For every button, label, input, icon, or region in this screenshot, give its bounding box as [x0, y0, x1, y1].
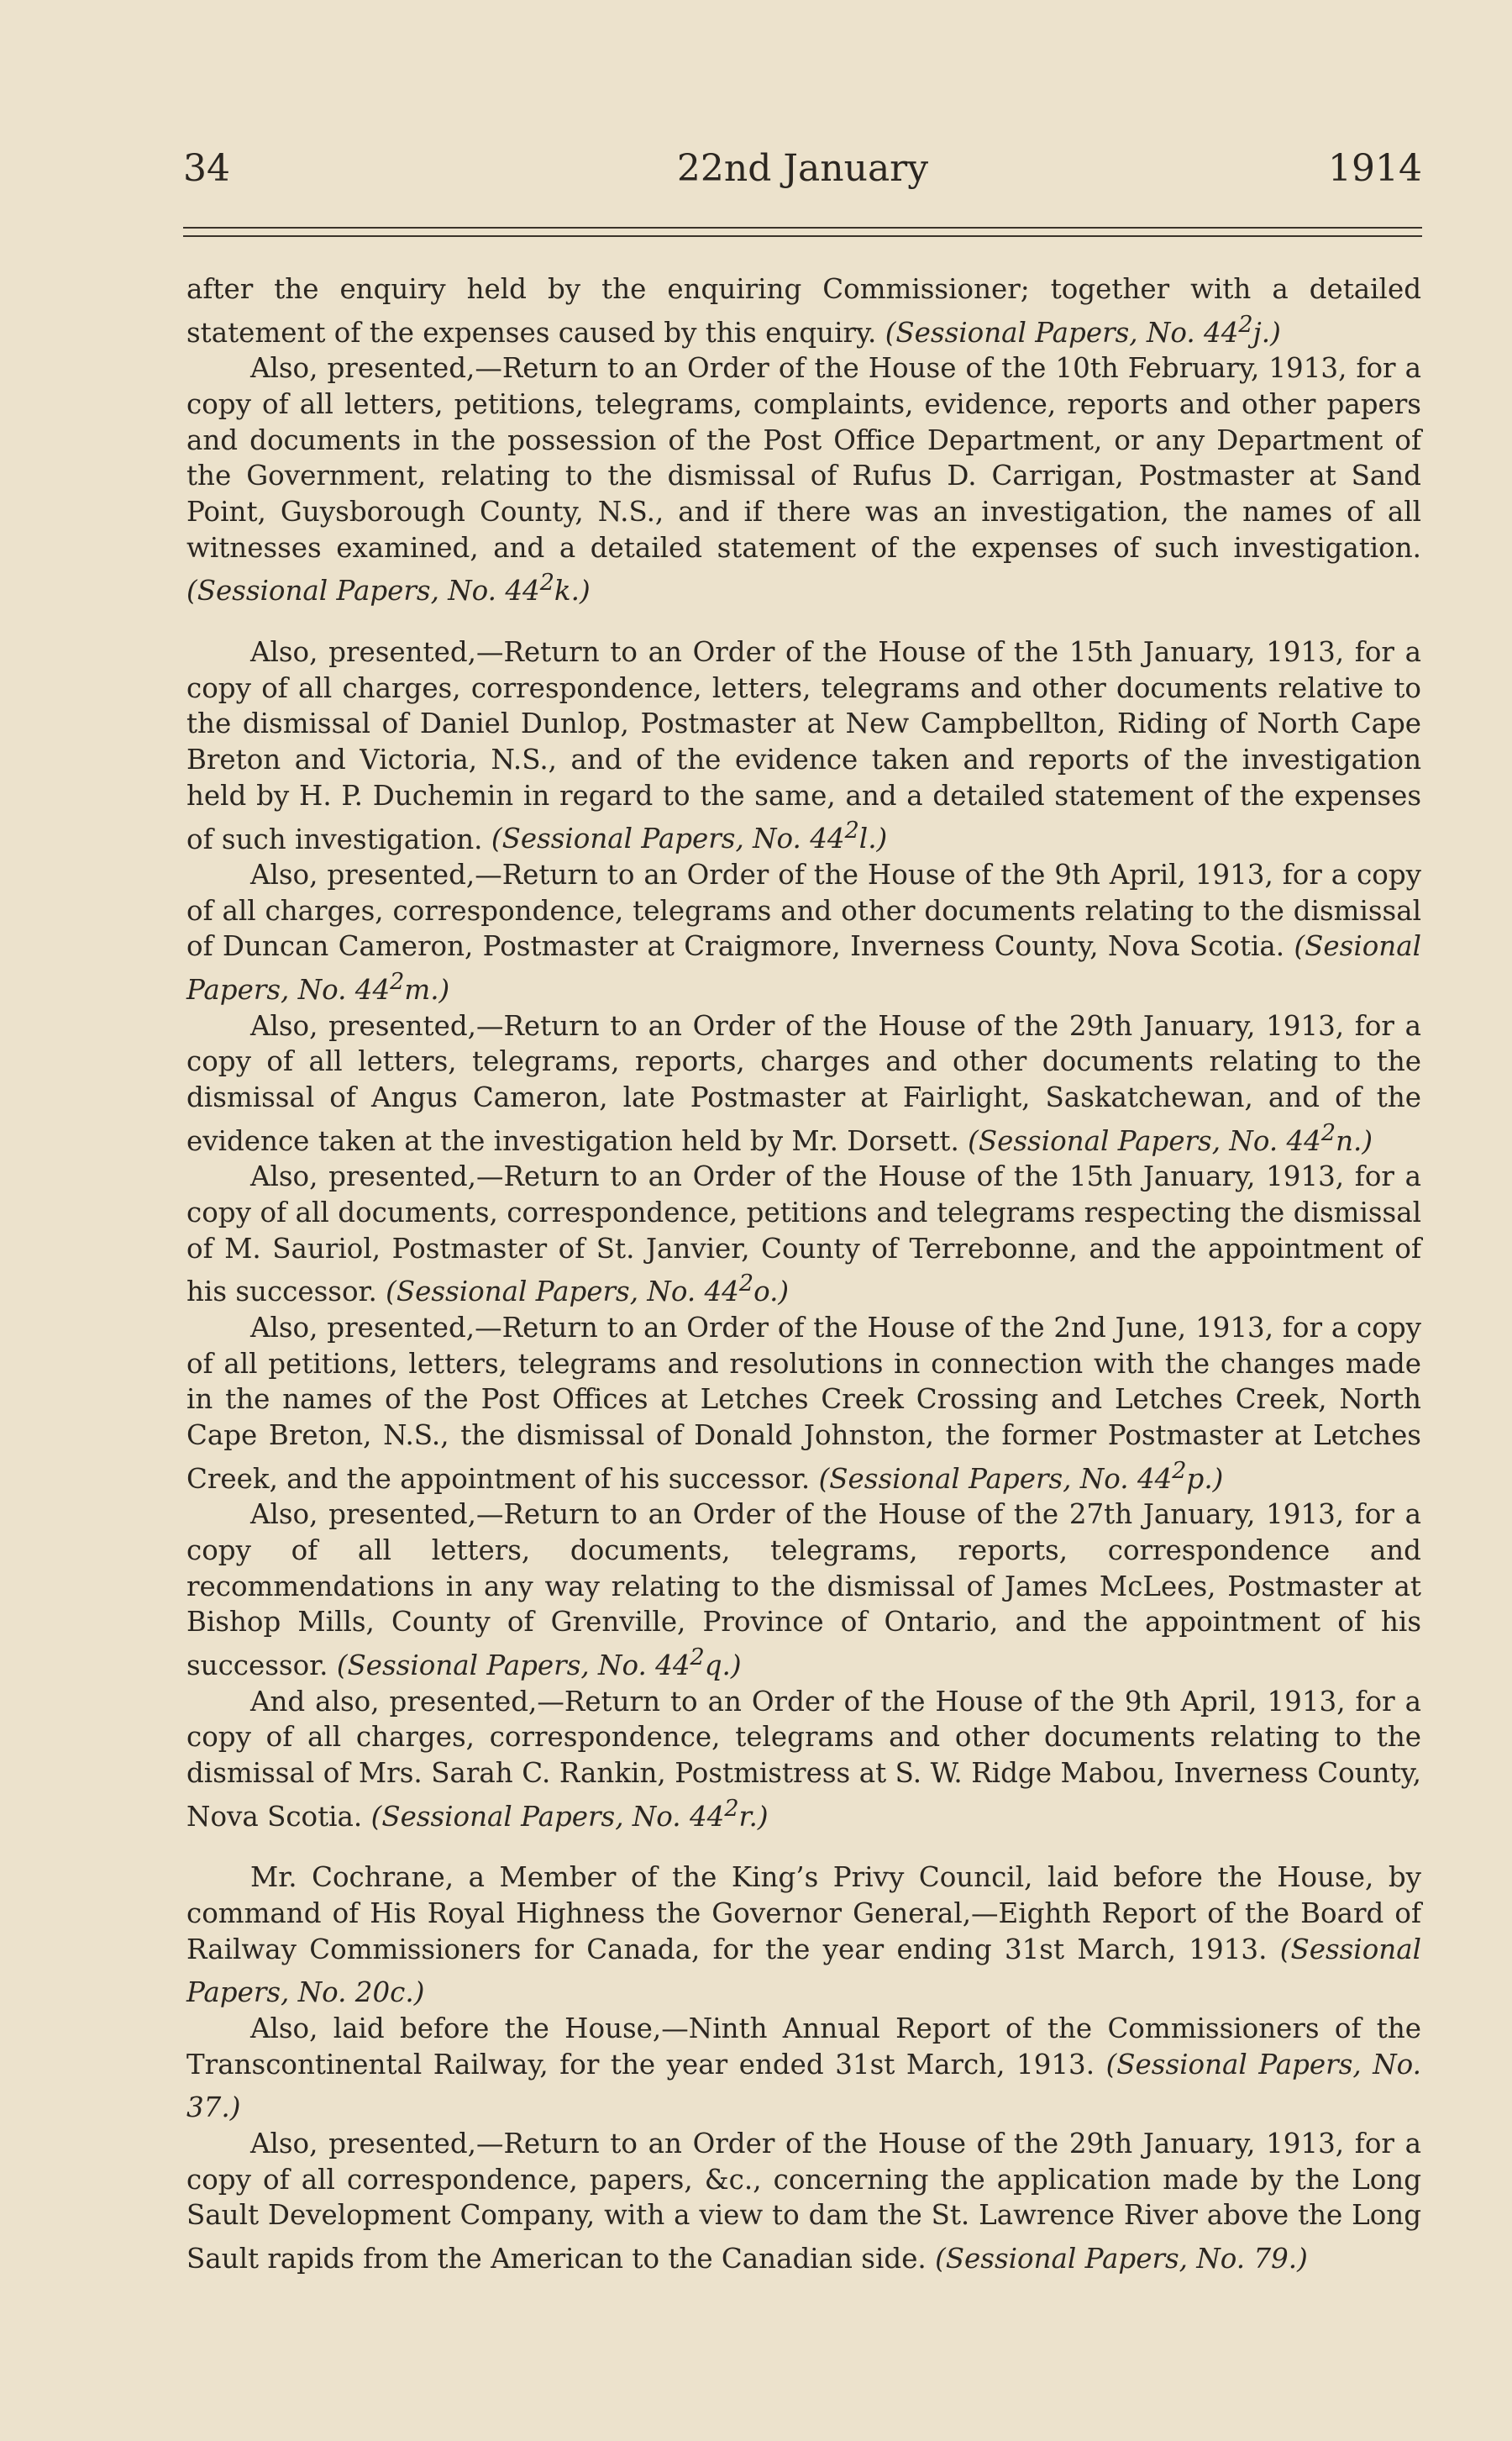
sessional-paper-reference: (Sessional Papers, No. $44^2k$.)	[186, 570, 591, 608]
page-header	[183, 147, 1422, 197]
sessional-paper-reference: (Sessional Papers, No. $44^2p$.)	[818, 1457, 1224, 1495]
paragraph-text: Also, presented,—Return to an Order of the House of the 15th January, 1913, for a copy of all charges, correspondence, letters, telegrams and other documents relative to the dismissal of Daniel Dunlop, Postmaster at New Campbellton, Riding of North Cape Breton and Victoria, N.S., and of the evidence taken and reports of the investigation held by H. P. Duchemin in regard to the same, and a detailed statement of the expenses of such investigation.	[186, 635, 1421, 855]
paragraph-text: Also, presented,—Return to an Order of the House of the 15th January, 1913, for a copy of all documents, correspondence, petitions and telegrams respecting the dismissal of M. Sauriol, Postmaster of St. Janvier, County of Terrebonne, and the appointment of his successor.	[186, 1160, 1421, 1308]
paragraph-1	[186, 350, 1421, 609]
paragraph-text: after the enquiry held by the enquiring Commissioner; together with a detailed statement of the expenses caused by this enquiry.	[186, 273, 1421, 349]
page-number: 34	[183, 147, 230, 190]
header-rule-top	[183, 227, 1422, 229]
sessional-paper-reference: (Sesional Papers, No. $44^2m$.)	[186, 930, 1421, 1006]
paragraph-10	[186, 2011, 1421, 2126]
paragraph-text: Also, laid before the House,—Ninth Annual Report of the Commissioners of the Transcontinental Railway, for the year ended 31st March, 1913.	[186, 2012, 1421, 2081]
paragraph-8	[186, 1684, 1421, 1835]
header-rule-bottom	[183, 235, 1422, 237]
sessional-paper-reference: (Sessional Papers, No. 79.)	[935, 2242, 1308, 2275]
paragraph-text: Also, presented,—Return to an Order of the House of the 9th April, 1913, for a copy of all charges, correspondence, telegrams and other documents relating to the dismissal of Duncan Cameron, Postmaster at Craigmore, Inverness County, Nova Scotia.	[186, 859, 1421, 963]
paragraph-text: Mr. Cochrane, a Member of the King’s Privy Council, laid before the House, by command of His Royal Highness the Governor General,—Eighth Report of the Board of Railway Commissioners for Canada, for the year ending 31st March, 1913.	[186, 1861, 1421, 1965]
paragraph-text: Also, presented,—Return to an Order of the House of the 29th January, 1913, for a copy of all correspondence, papers, &c., concerning the application made by the Long Sault Development Company, with a view to dam the St. Lawrence River above the Long Sault rapids from the American to the Canadian side.	[186, 2127, 1421, 2275]
paragraph-4	[186, 1008, 1421, 1160]
page-year: 1914	[1328, 147, 1422, 190]
page-body	[186, 271, 1421, 2277]
sessional-paper-reference: (Sessional Papers, No. $44^2l$.)	[491, 818, 888, 855]
paragraph-5	[186, 1159, 1421, 1310]
paragraph-9	[186, 1860, 1421, 2011]
page-date: 22nd January	[676, 147, 929, 190]
paragraph-text: Also, presented,—Return to an Order of the House of the 10th February, 1913, for a copy of all letters, petitions, telegrams, complaints, evidence, reports and other papers and documents in the possession of the Post Office Department, or any Department of the Government, relating to the dismissal of Rufus D. Carrigan, Postmaster at Sand Point, Guysborough County, N.S., and if there was an investigation, the names of all witnesses examined, and a detailed statement of the expenses of such investigation.	[186, 352, 1421, 564]
sessional-paper-reference: (Sessional Papers, No. 20c.)	[186, 1933, 1421, 2009]
sessional-paper-reference: (Sessional Papers, No. $44^2j$.)	[885, 311, 1281, 349]
paragraph-3	[186, 857, 1421, 1008]
paragraph-text: And also, presented,—Return to an Order of the House of the 9th April, 1913, for a copy of all charges, correspondence, telegrams and other documents relating to the dismissal of Mrs. Sarah C. Rankin, Postmistress at S. W. Ridge Mabou, Inverness County, Nova Scotia.	[186, 1685, 1421, 1833]
paragraph-text: Also, presented,—Return to an Order of the House of the 2nd June, 1913, for a copy of all petitions, letters, telegrams and resolutions in connection with the changes made in the names of the Post Offices at Letches Creek Crossing and Letches Creek, North Cape Breton, N.S., the dismissal of Donald Johnston, the former Postmaster at Letches Creek, and the appointment of his successor.	[186, 1311, 1421, 1495]
sessional-paper-reference: (Sessional Papers, No. $44^2r$.)	[370, 1795, 769, 1833]
sessional-paper-reference: (Sessional Papers, No. 37.)	[186, 2048, 1421, 2124]
paragraph-text: Also, presented,—Return to an Order of the House of the 29th January, 1913, for a copy of all letters, telegrams, reports, charges and other documents relating to the dismissal of Angus Cameron, late Postmaster at Fairlight, Saskatchewan, and of the evidence taken at the investigation held by Mr. Dorsett.	[186, 1009, 1421, 1157]
paragraph-2	[186, 634, 1421, 857]
sessional-paper-reference: (Sessional Papers, No. $44^2n$.)	[968, 1119, 1373, 1157]
paragraph-7	[186, 1497, 1421, 1683]
paragraph-0	[186, 271, 1421, 350]
paragraph-11	[186, 2126, 1421, 2277]
sessional-paper-reference: (Sessional Papers, No. $44^2o$.)	[386, 1270, 790, 1308]
paragraph-text: Also, presented,—Return to an Order of the House of the 27th January, 1913, for a copy of all letters, documents, telegrams, reports, correspondence and recommendations in any way relating to the dismissal of James McLees, Postmaster at Bishop Mills, County of Grenville, Province of Ontario, and the appointment of his successor.	[186, 1498, 1421, 1681]
paragraph-6	[186, 1310, 1421, 1497]
sessional-paper-reference: (Sessional Papers, No. $44^2q$.)	[336, 1644, 742, 1681]
